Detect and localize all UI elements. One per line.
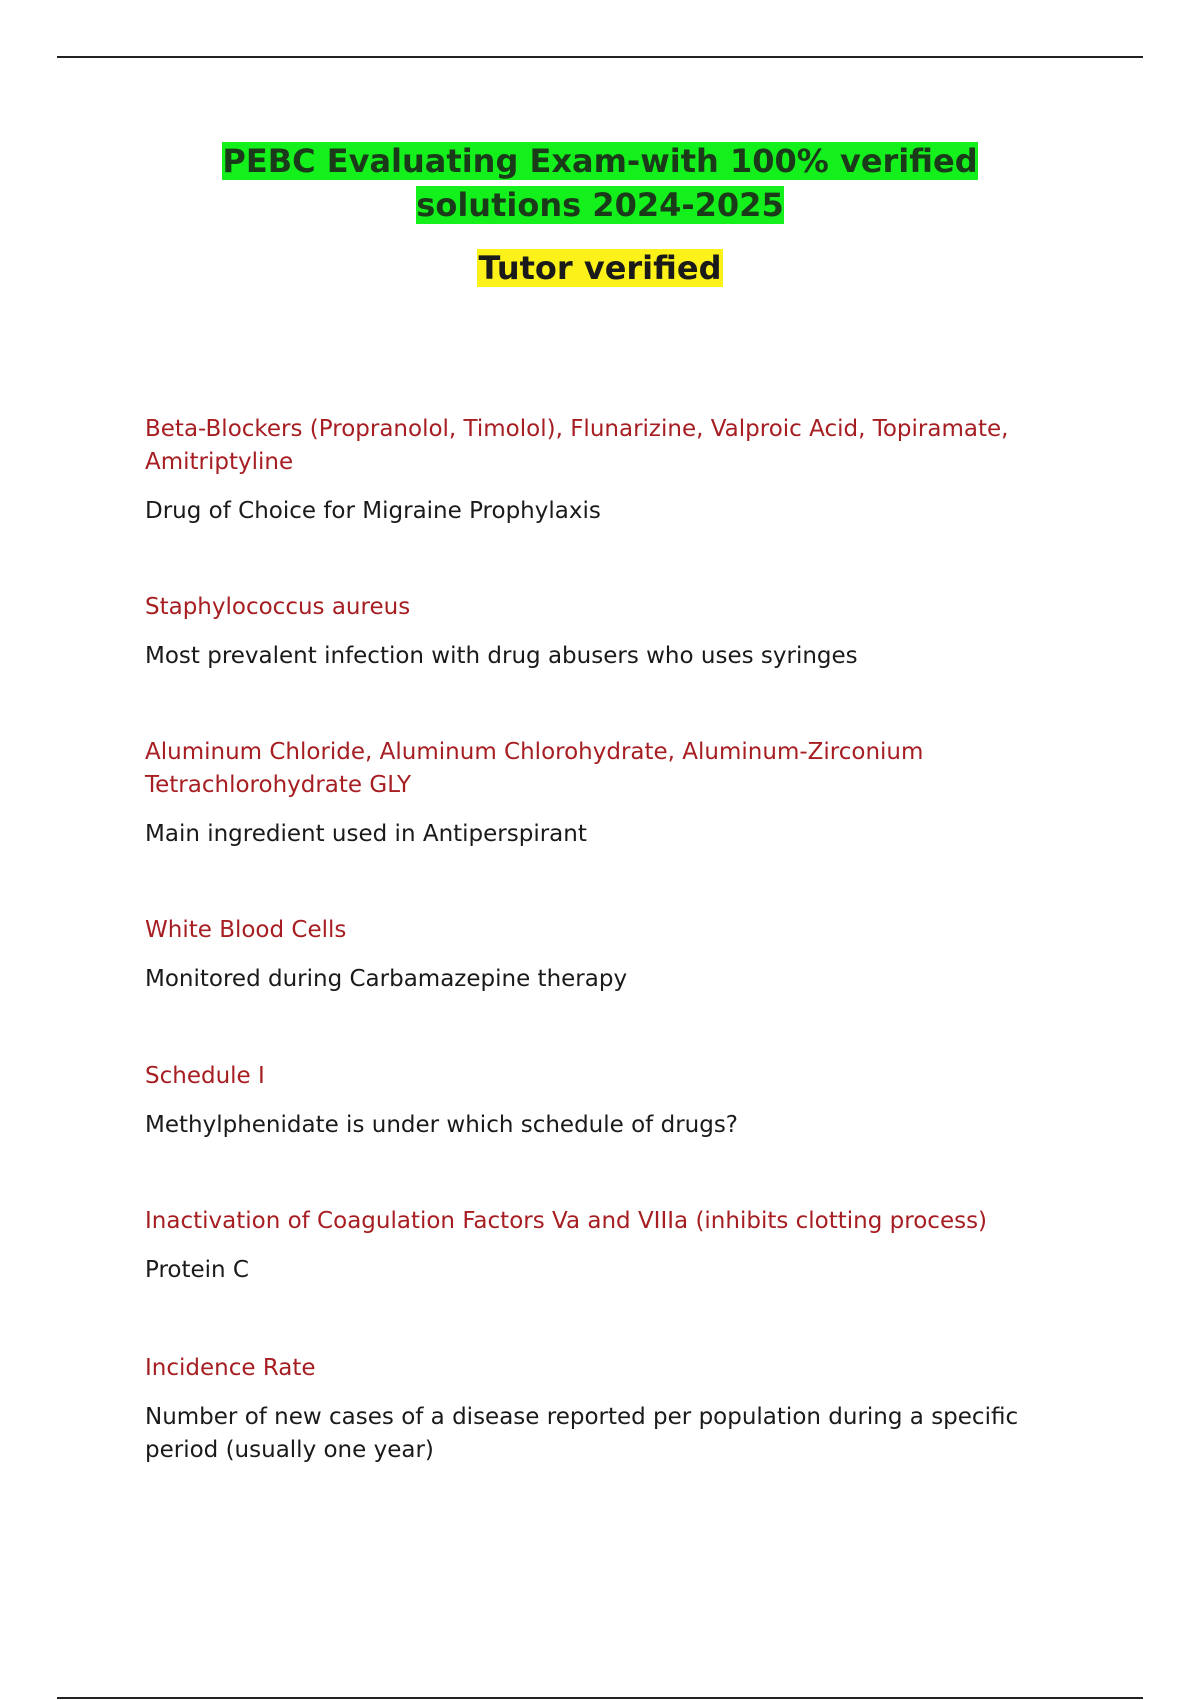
qa-item: [145, 914, 1095, 996]
qa-term: Incidence Rate: [145, 1355, 316, 1381]
qa-item: [145, 736, 1095, 851]
qa-term: Beta-Blockers (Propranolol, Timolol), Flunarizine, Valproic Acid, Topiramate, Amitriptyline: [145, 416, 1009, 475]
qa-definition: Main ingredient used in Antiperspirant: [145, 821, 587, 847]
qa-item: [145, 1060, 1095, 1142]
qa-definition: Most prevalent infection with drug abusers who uses syringes: [145, 643, 858, 669]
qa-item: [145, 591, 1095, 673]
qa-definition: Number of new cases of a disease reported per population during a specific period (usually one year): [145, 1404, 1019, 1463]
qa-term: White Blood Cells: [145, 917, 347, 943]
qa-item: [145, 1352, 1095, 1467]
qa-definition: Protein C: [145, 1257, 249, 1283]
qa-term: Aluminum Chloride, Aluminum Chlorohydrate, Aluminum-Zirconium Tetrachlorohydrate GLY: [145, 739, 924, 798]
qa-term: Inactivation of Coagulation Factors Va and VIIIa (inhibits clotting process): [145, 1208, 988, 1234]
qa-item: [145, 1205, 1095, 1287]
qa-item: [145, 413, 1095, 528]
qa-definition: Monitored during Carbamazepine therapy: [145, 966, 628, 992]
document-subtitle: Tutor verified: [478, 249, 722, 287]
subtitle-block: [0, 249, 1200, 287]
qa-term: Schedule I: [145, 1063, 265, 1089]
bottom-rule: [57, 1697, 1143, 1699]
title-block: [0, 142, 1200, 230]
top-rule: [57, 56, 1143, 58]
qa-term: Staphylococcus aureus: [145, 594, 411, 620]
qa-definition: Drug of Choice for Migraine Prophylaxis: [145, 498, 601, 524]
document-title: PEBC Evaluating Exam-with 100% verified solutions 2024-2025: [222, 142, 978, 224]
qa-definition: Methylphenidate is under which schedule of drugs?: [145, 1112, 739, 1138]
